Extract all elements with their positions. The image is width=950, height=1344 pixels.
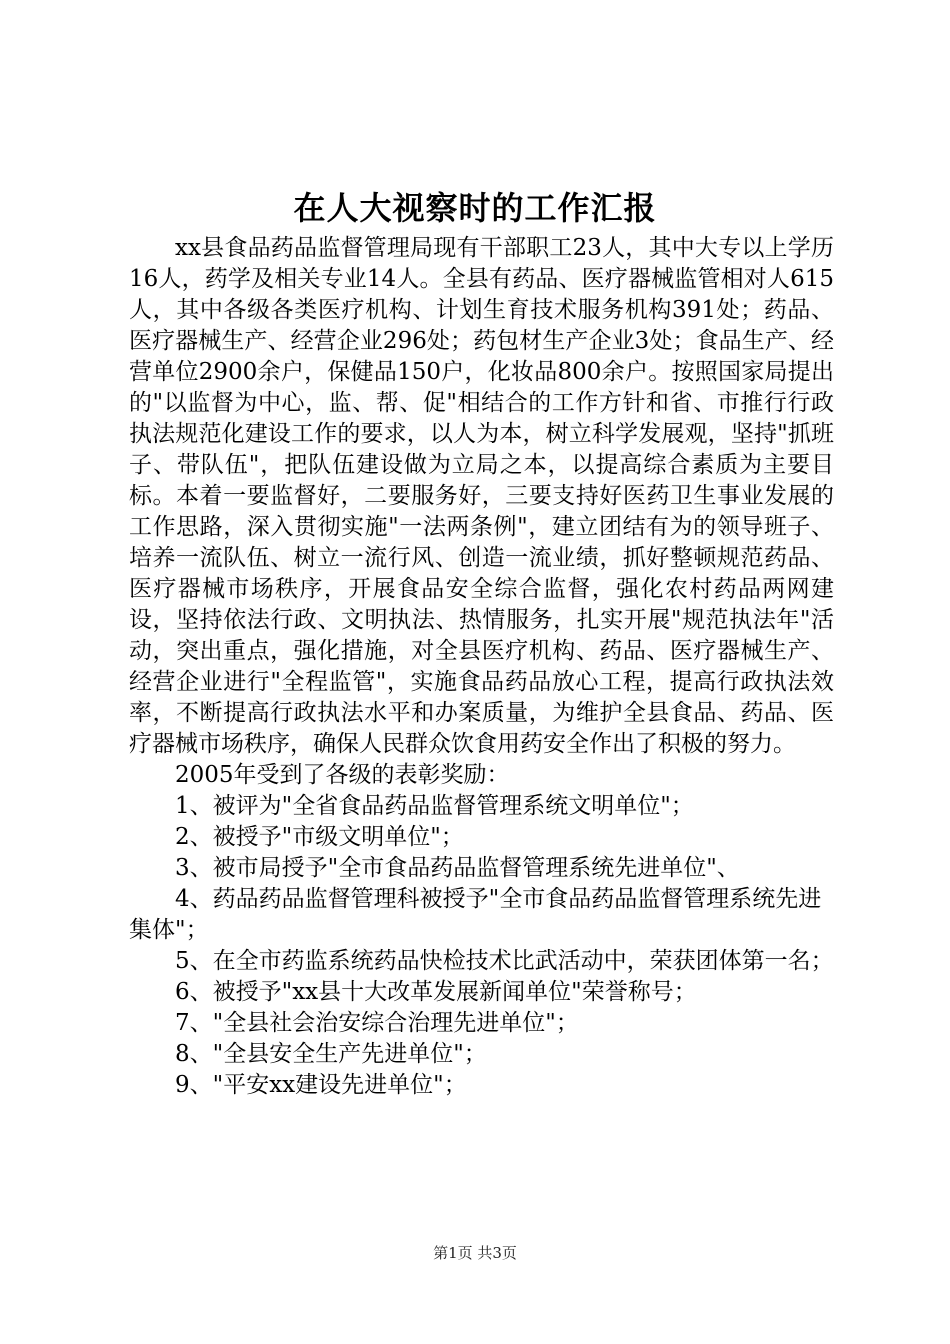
award-item: 4、药品药品监督管理科被授予"全市食品药品监督管理系统先进集体"； (129, 886, 822, 943)
document-body (129, 233, 834, 1101)
award-item: 7、"全县社会治安综合治理先进单位"； (175, 1010, 579, 1036)
intro-paragraph: xx县食品药品监督管理局现有干部职工23人，其中大专以上学历16人，药学及相关专业14人。全县有药品、医疗器械监管相对人615人，其中各级各类医疗机构、计划生育技术服务机构391处；药品、医疗器械生产、经营企业296处；药包材生产企业3处；食品生产、经营单位2900余户，保健品150户，化妆品800余户。按照国家局提出的"以监督为中心，监、帮、促"相结合的工作方针和省、市推行行政执法规范化建设工作的要求，以人为本，树立科学发展观，坚持"抓班子、带队伍"，把队伍建设做为立局之本，以提高综合素质为主要目标。本着一要监督好，二要服务好，三要支持好医药卫生事业发展的工作思路，深入贯彻实施"一法两条例"，建立团结有为的领导班子、培养一流队伍、树立一流行风、创造一流业绩，抓好整顿规范药品、医疗器械市场秩序，开展食品安全综合监督，强化农村药品两网建设，坚持依法行政、文明执法、热情服务，扎实开展"规范执法年"活动，突出重点，强化措施，对全县医疗机构、药品、医疗器械生产、经营企业进行"全程监管"，实施食品药品放心工程，提高行政执法效率，不断提高行政执法水平和办案质量，为维护全县食品、药品、医疗器械市场秩序，确保人民群众饮食用药安全作出了积极的努力。 (129, 235, 834, 757)
awards-heading: 2005年受到了各级的表彰奖励： (175, 762, 510, 788)
page-footer: 第1页 共3页 (433, 1244, 517, 1262)
award-item: 9、"平安xx建设先进单位"； (175, 1072, 467, 1098)
award-item: 3、被市局授予"全市食品药品监督管理系统先进单位"、 (175, 855, 740, 881)
document-title: 在人大视察时的工作汇报 (293, 189, 657, 227)
award-item: 6、被授予"xx县十大改革发展新闻单位"荣誉称号； (175, 979, 697, 1005)
award-item: 1、被评为"全省食品药品监督管理系统文明单位"； (175, 793, 694, 819)
award-item: 5、在全市药监系统药品快检技术比武活动中，荣获团体第一名； (175, 948, 834, 974)
award-item: 8、"全县安全生产先进单位"； (175, 1041, 487, 1067)
award-item: 2、被授予"市级文明单位"； (175, 824, 464, 850)
